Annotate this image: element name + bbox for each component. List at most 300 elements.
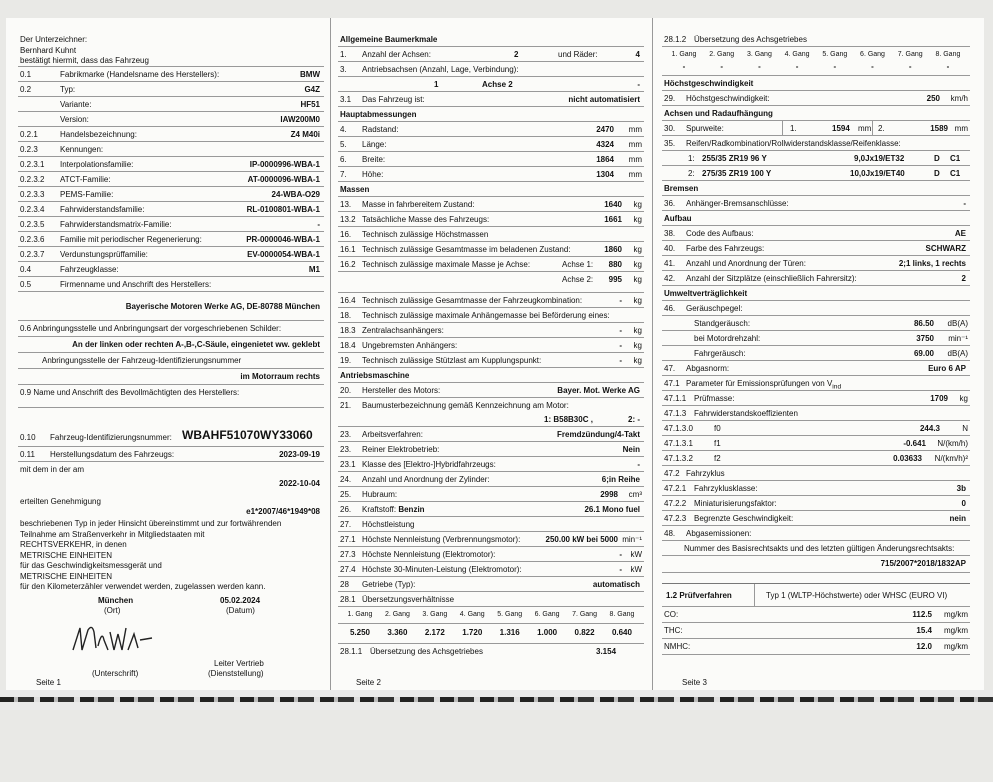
emission-label: CO:	[664, 610, 679, 619]
tyre-category: C1	[950, 154, 961, 163]
manufacturer-row	[18, 247, 324, 262]
item-value: PR-0000046-WBA-1	[246, 235, 320, 244]
track-2-value: 1589	[930, 124, 948, 133]
manufacturer-row	[18, 262, 324, 277]
max-mass-label: Technisch zulässige Höchstmassen	[362, 230, 489, 239]
emission-value: 15.4	[916, 626, 932, 635]
item-number: 0.2.3.7	[20, 250, 45, 259]
gear-header-row	[338, 607, 644, 624]
unit: kg	[633, 275, 642, 284]
combination-mass-value: -	[619, 296, 622, 305]
item-number: 16.4	[340, 296, 356, 305]
section-heading: Hauptabmessungen	[340, 110, 417, 119]
item-value: BMW	[300, 70, 320, 79]
trailer-type-label: Zentralachsanhängers:	[362, 326, 444, 335]
trailer-mass-label: Technisch zulässige maximale Anhängemasse bei Beförderung eines:	[362, 311, 610, 320]
legal-act-value: 715/2007*2018/1832AP	[880, 559, 966, 568]
vin-place-value: im Motorraum rechts	[240, 372, 320, 381]
axle-2-mass: 995	[608, 275, 622, 284]
declaration-line: für das Geschwindigkeitsmessgerät und	[20, 561, 162, 570]
gear-ratio: 0.640	[611, 628, 632, 637]
item-number: 0.2.3.1	[20, 160, 45, 169]
item-value: AT-0000096-WBA-1	[247, 175, 320, 184]
rated-power-value: 250.00 kW bei 5000	[545, 535, 618, 544]
unit: mm	[628, 125, 642, 134]
brake-value: -	[963, 199, 966, 208]
item-number: 47.	[664, 364, 676, 373]
page-1	[18, 32, 324, 782]
displacement-label: Hubraum:	[362, 490, 398, 499]
gear-ratio: 2.172	[424, 628, 445, 637]
plate-value: An der linken oder rechten A-,B-,C-Säule, eingenietet ww. geklebt	[72, 340, 320, 349]
item-number: 21.	[340, 401, 352, 410]
item-number: 47.1.3.2	[664, 454, 693, 463]
fuel-mode-value: 26.1 Mono fuel	[584, 505, 640, 514]
cylinders-label: Anzahl und Anordnung der Zylinder:	[362, 475, 490, 484]
item-number: 1.	[340, 50, 347, 59]
engine-code-1: 1: B58B30C ,	[544, 415, 593, 424]
unit: kg	[633, 200, 642, 209]
wheelbase-value: 2470	[596, 125, 614, 134]
unit: kg	[633, 215, 642, 224]
manufacturer-row	[18, 202, 324, 217]
length-label: Länge:	[362, 140, 387, 149]
declaration-line: METRISCHE EINHEITEN	[20, 550, 113, 560]
declaration-text	[20, 519, 281, 593]
date-label: Herstellungsdatum des Fahrzeugs:	[50, 450, 175, 459]
gear-ratio: 1.000	[537, 628, 558, 637]
power-label: Höchstleistung	[362, 520, 415, 529]
rim-size: 10,0Jx19/ET40	[850, 169, 905, 178]
automation-value: nicht automatisiert	[568, 95, 640, 104]
vin-label: Fahrzeug-Identifizierungsnummer:	[50, 433, 172, 442]
emission-label: THC:	[664, 626, 683, 635]
perforation-strip	[0, 697, 993, 702]
coupling-load-label: Technisch zulässige Stützlast am Kupplungspunkt:	[362, 356, 542, 365]
unit: mm	[628, 170, 642, 179]
gear-ratio: -	[946, 62, 950, 71]
manufacturer-row	[18, 112, 324, 127]
gear-label: 5. Gang	[822, 51, 848, 58]
item-value: RL-0100801-WBA-1	[246, 205, 320, 214]
electric-30min-label: Höchste 30-Minuten-Leistung (Elektromotor):	[362, 565, 522, 574]
unit: kg	[633, 245, 642, 254]
gearbox-value: automatisch	[592, 580, 640, 589]
gear-ratio: 5.250	[349, 628, 371, 637]
item-number: 28.1	[340, 595, 356, 604]
item-number: 0.2.1	[20, 130, 38, 139]
tyre-class: D	[934, 154, 940, 163]
vin-place-label: Anbringungsstelle der Fahrzeug-Identifizierungsnummer	[42, 356, 242, 365]
plate-label: 0.6 Anbringungsstelle und Anbringungsart der vorgeschriebenen Schilder:	[20, 324, 282, 333]
combination-mass-label: Technisch zulässige Gesamtmasse der Fahrzeugkombination:	[362, 296, 583, 305]
emission-value: 12.0	[916, 642, 932, 651]
axle-number: 2.	[878, 124, 885, 133]
item-label: Handelsbezeichnung:	[60, 130, 137, 139]
item-number: 18.4	[340, 341, 356, 350]
emission-label: NMHC:	[664, 642, 691, 651]
downscaling-value: 0	[961, 499, 966, 508]
unit: mg/km	[944, 610, 968, 619]
emission-standard-label: Abgasnorm:	[686, 364, 730, 373]
unit: kg	[633, 326, 642, 335]
gear-label: 3. Gang	[746, 51, 772, 58]
gear-label: 8. Gang	[935, 51, 961, 58]
item-label: Familie mit periodischer Regenerierung:	[60, 235, 202, 244]
wheels-value: 4	[635, 50, 640, 59]
drive-noise-label: Fahrgeräusch:	[694, 349, 746, 358]
tyre-category: C1	[950, 169, 961, 178]
gear-ratio-row	[662, 61, 970, 76]
page-number-2: Seite 2	[356, 678, 381, 687]
axles-value: 2	[514, 50, 519, 59]
vin-value: WBAHF51070WY33060	[182, 428, 313, 442]
doors-value: 2;1 links, 1 rechts	[898, 259, 966, 268]
declaration-line: für den Kilometerzähler verwendet werden, zugelassen werden kann.	[20, 582, 266, 591]
item-label: PEMS-Familie:	[60, 190, 114, 199]
section-heading: Umweltverträglichkeit	[664, 289, 748, 298]
emission-row	[662, 639, 970, 655]
tyre-number: 1:	[688, 154, 695, 163]
downscaling-label: Miniaturisierungsfaktor:	[694, 499, 777, 508]
item-number: 35.	[664, 139, 676, 148]
unit: kg	[633, 296, 642, 305]
item-number: 23.1	[340, 460, 356, 469]
vin-place-value-row	[18, 369, 324, 385]
item-value: EV-0000054-WBA-1	[247, 250, 320, 259]
test-procedure-value: Typ 1 (WLTP-Höchstwerte) oder WHSC (EURO VI)	[766, 591, 948, 600]
gear-label: 4. Gang	[459, 611, 485, 618]
item-number: 13.	[340, 200, 352, 209]
vin-row	[18, 430, 324, 447]
gear-label: 3. Gang	[422, 611, 448, 618]
emission-params-subscript: ind	[832, 383, 842, 391]
item-number: 30.	[664, 124, 676, 133]
unit: min⁻¹	[622, 535, 642, 544]
signature-label: (Unterschrift)	[92, 669, 139, 678]
mass-label: Masse in fahrbereitem Zustand:	[362, 200, 475, 209]
item-number: 36.	[664, 199, 676, 208]
manufacturer-row	[18, 277, 324, 292]
cylinders-value: 6;in Reihe	[601, 475, 640, 484]
manufacturer-row	[18, 127, 324, 142]
width-value: 1864	[596, 155, 614, 164]
fuel-label: Kraftstoff:	[362, 505, 397, 514]
top-speed-value: 250	[926, 94, 940, 103]
gear-ratio: 1.720	[462, 628, 483, 637]
gear-ratio: 0.822	[574, 628, 595, 637]
gear-label: 2. Gang	[384, 611, 410, 618]
f2-value: 0.03633	[893, 454, 922, 463]
item-number: 16.1	[340, 245, 356, 254]
declaration-line: RECHTSVERKEHR, in denen	[20, 540, 127, 549]
item-label: Variante:	[60, 100, 92, 109]
item-number: 27.	[340, 520, 352, 529]
gearbox-label: Getriebe (Typ):	[362, 580, 416, 589]
sign-place-label: (Ort)	[104, 606, 121, 615]
color-label: Farbe des Fahrzeugs:	[686, 244, 765, 253]
unit: dB(A)	[947, 319, 968, 328]
tyre-label: Reifen/Radkombination/Rollwiderstandsklasse/Reifenklasse:	[686, 139, 901, 148]
declaration-line: beschriebenen Typ in jeder Hinsicht übereinstimmt und zur fortwährenden	[20, 519, 282, 528]
fuel-value: Benzin	[398, 505, 425, 514]
unit: kg	[633, 260, 642, 269]
length-value: 4324	[596, 140, 614, 149]
item-number: 16.	[340, 230, 352, 239]
item-label: Fabrikmarke (Handelsname des Herstellers):	[60, 70, 220, 79]
item-number: 5.	[340, 140, 347, 149]
item-number: 0.2.3.4	[20, 205, 45, 214]
brake-label: Anhänger-Bremsanschlüsse:	[686, 199, 789, 208]
item-number: 7.	[340, 170, 347, 179]
manufacturer-row	[18, 67, 324, 82]
item-value: HF51	[300, 100, 320, 109]
item-number: 47.2.1	[664, 484, 687, 493]
vin-number: 0.10	[20, 433, 36, 442]
item-value: -	[317, 220, 320, 229]
coefficient-label: f1	[714, 439, 721, 448]
rated-power-label: Höchste Nennleistung (Verbrennungsmotor):	[362, 535, 521, 544]
item-value: IAW200M0	[280, 115, 320, 124]
engine-speed-value: 3750	[916, 334, 934, 343]
declaration-line: METRISCHE EINHEITEN	[20, 571, 113, 581]
coefficient-label: f2	[714, 454, 721, 463]
unit: kW	[630, 550, 642, 559]
emissions-label: Abgasemissionen:	[686, 529, 752, 538]
tyre-size: 255/35 ZR19 96 Y	[702, 154, 767, 163]
coefficient-label: f0	[714, 424, 721, 433]
item-number: 25.	[340, 490, 352, 499]
track-label: Spurweite:	[686, 124, 724, 133]
plate-value-row	[18, 337, 324, 353]
manufacturer-row	[18, 187, 324, 202]
hybrid-value: -	[637, 460, 640, 469]
unit: kg	[959, 394, 968, 403]
test-procedure-row	[662, 583, 970, 607]
gear-label: 8. Gang	[609, 611, 635, 618]
body-code-label: Code des Aufbaus:	[686, 229, 754, 238]
gear-ratio: -	[908, 62, 912, 71]
item-number: 19.	[340, 356, 352, 365]
gear-label: 7. Gang	[572, 611, 597, 618]
item-number: 28.1.2	[664, 35, 687, 44]
date-number: 0.11	[20, 450, 35, 459]
axle-ratio-label: Übersetzung des Achsgetriebes	[694, 35, 807, 44]
section-heading: Massen	[340, 185, 370, 194]
item-number: 0.1	[20, 70, 32, 79]
date-value: 2023-09-19	[279, 450, 320, 459]
item-value: M1	[308, 265, 320, 274]
axles-label: Anzahl der Achsen:	[362, 50, 431, 59]
signer-role-label: (Dienststellung)	[208, 669, 264, 678]
production-date-row	[18, 447, 324, 462]
track-1-value: 1594	[832, 124, 850, 133]
item-number: 47.1.3.0	[664, 424, 693, 433]
tyre-size: 275/35 ZR19 100 Y	[702, 169, 772, 178]
section-heading: Bremsen	[664, 184, 699, 193]
unit: cm³	[628, 490, 642, 499]
item-value: IP-0000996-WBA-1	[249, 160, 320, 169]
section-heading: Aufbau	[664, 214, 692, 223]
manufacturer-row	[18, 157, 324, 172]
wheels-label: und Räder:	[558, 50, 598, 59]
axle-mass-label: Technisch zulässige maximale Masse je Achse:	[362, 260, 531, 269]
item-number: 23.	[340, 430, 352, 439]
emission-standard-value: Euro 6 AP	[928, 364, 966, 373]
unit: N	[962, 424, 968, 433]
item-number: 46.	[664, 304, 676, 313]
manufacturer-row	[18, 217, 324, 232]
item-number: 27.1	[340, 535, 356, 544]
drive-axles-label: Antriebsachsen (Anzahl, Lage, Verbindung):	[362, 65, 519, 74]
electric-power-label: Höchste Nennleistung (Elektromotor):	[362, 550, 496, 559]
item-number: 41.	[664, 259, 676, 268]
axle-label: Achse 2:	[562, 275, 594, 284]
approval-label-2: erteilten Genehmigung	[20, 497, 101, 506]
legal-act-label: Nummer des Basisrechtsakts und des letzten gültigen Änderungsrechtsakts:	[684, 544, 955, 553]
item-number: 0.4	[20, 265, 32, 274]
section-heading: Allgemeine Baumerkmale	[340, 35, 438, 44]
unit: mg/km	[944, 626, 968, 635]
item-label: Version:	[60, 115, 89, 124]
test-mass-label: Prüfmasse:	[694, 394, 735, 403]
item-label: Fahrwiderstandsfamilie:	[60, 205, 145, 214]
item-number: 0.2.3.6	[20, 235, 45, 244]
item-label: Verdunstungsprüffamilie:	[60, 250, 148, 259]
item-label: Interpolationsfamilie:	[60, 160, 134, 169]
electric-value: Nein	[622, 445, 640, 454]
signature-image	[68, 620, 158, 660]
wheelbase-label: Radstand:	[362, 125, 399, 134]
item-number: 38.	[664, 229, 676, 238]
item-number: 28	[340, 580, 349, 589]
axle-label: Achse 1:	[562, 260, 594, 269]
test-procedure-label: 1.2 Prüfverfahren	[666, 591, 732, 600]
gear-label: 1. Gang	[671, 51, 697, 58]
intro-line: Der Unterzeichner:	[20, 35, 88, 44]
tyre-class: D	[934, 169, 940, 178]
item-number: 47.1.3.1	[664, 439, 693, 448]
gear-label: 7. Gang	[897, 51, 923, 58]
signer-role: Leiter Vertrieb	[214, 659, 264, 668]
unit: dB(A)	[947, 349, 968, 358]
item-number: 47.1.1	[664, 394, 687, 403]
body-code-value: AE	[954, 229, 966, 238]
unit: mm	[628, 155, 642, 164]
gear-ratio: -	[682, 62, 686, 71]
manufacturer-rows	[18, 67, 324, 292]
item-number: 0.2.3.2	[20, 175, 45, 184]
item-number: 0.2	[20, 85, 32, 94]
cycle-value: Fremdzündung/4-Takt	[557, 430, 640, 439]
item-number: 13.2	[340, 215, 356, 224]
unit: min⁻¹	[948, 334, 968, 343]
item-label: Fahrzeugklasse:	[60, 265, 119, 274]
automation-label: Das Fahrzeug ist:	[362, 95, 425, 104]
drive-axles-link: -	[637, 80, 640, 89]
tyre-row	[662, 151, 970, 166]
item-number: 0.2.3	[20, 145, 38, 154]
engine-code-2: 2: -	[628, 415, 640, 424]
item-number: 40.	[664, 244, 676, 253]
noise-label: Geräuschpegel:	[686, 304, 743, 313]
engine-maker-value: Bayer. Mot. Werke AG	[557, 386, 640, 395]
gear-label: 6. Gang	[860, 51, 885, 58]
approval-date: 2022-10-04	[279, 479, 320, 488]
top-speed-label: Höchstgeschwindigkeit:	[686, 94, 770, 103]
item-number: 23.	[340, 445, 352, 454]
unit: mg/km	[944, 642, 968, 651]
drive-noise-value: 69.00	[913, 349, 934, 358]
item-label: Firmenname und Anschrift des Herstellers:	[60, 280, 212, 289]
coefficients-label: Fahrwiderstandskoeffizienten	[694, 409, 798, 418]
item-number: 47.2.3	[664, 514, 687, 523]
height-label: Höhe:	[362, 170, 384, 179]
page-2	[338, 32, 644, 658]
sign-date-label: (Datum)	[226, 606, 255, 615]
trailer-mass-value: -	[619, 341, 622, 350]
emission-value: 112.5	[912, 610, 932, 619]
item-number: 42.	[664, 274, 676, 283]
page-number-1: Seite 1	[36, 678, 61, 687]
gear-ratio: -	[871, 62, 874, 71]
engine-maker-label: Hersteller des Motors:	[362, 386, 441, 395]
column-divider	[652, 18, 653, 690]
actual-mass-label: Tatsächliche Masse des Fahrzeugs:	[362, 215, 490, 224]
item-value: 24-WBA-O29	[271, 190, 320, 199]
item-number: 47.2	[664, 469, 680, 478]
gear-ratio-row	[338, 624, 644, 644]
manufacturer-row	[18, 142, 324, 157]
final-drive-label: Übersetzung des Achsgetriebes	[370, 647, 483, 656]
declaration-block	[18, 462, 324, 782]
capped-speed-value: nein	[949, 514, 966, 523]
engine-speed-label: bei Motordrehzahl:	[694, 334, 761, 343]
color-value: SCHWARZ	[925, 244, 966, 253]
page-number-3: Seite 3	[682, 678, 707, 687]
coupling-load-value: -	[619, 356, 622, 365]
item-number: 3.	[340, 65, 347, 74]
gear-ratio: 3.360	[387, 628, 408, 637]
item-number: 27.3	[340, 550, 356, 559]
width-label: Breite:	[362, 155, 386, 164]
vin-place-row	[18, 353, 324, 369]
stationary-noise-value: 86.50	[913, 319, 934, 328]
gear-label: 2. Gang	[709, 51, 735, 58]
representative-label: 0.9 Name und Anschrift des Bevollmächtigten des Herstellers:	[20, 388, 240, 397]
section-heading: Antriebsmaschine	[340, 371, 410, 380]
gear-ratio: -	[758, 62, 761, 71]
doors-label: Anzahl und Anordnung der Türen:	[686, 259, 806, 268]
gross-mass-value: 1860	[604, 245, 622, 254]
approval-number: e1*2007/46*1949*08	[246, 507, 320, 516]
unit: mm	[858, 124, 872, 133]
intro-line: Bernhard Kuhnt	[20, 46, 77, 55]
item-number: 4.	[340, 125, 347, 134]
declaration-line: Teilnahme am Straßenverkehr in Mitgliedstaaten mit	[20, 529, 205, 539]
gear-label: 1. Gang	[347, 611, 373, 618]
gear-label: 4. Gang	[784, 51, 810, 58]
intro-block	[18, 32, 324, 67]
unit: mm	[954, 124, 968, 133]
item-number: 16.2	[340, 260, 356, 269]
sign-date: 05.02.2024	[220, 596, 261, 605]
approval-label: mit dem in der am	[20, 465, 85, 474]
item-number: 47.1.3	[664, 409, 687, 418]
seats-value: 2	[961, 274, 966, 283]
axle-number: 1.	[790, 124, 797, 133]
tyre-row	[662, 166, 970, 181]
